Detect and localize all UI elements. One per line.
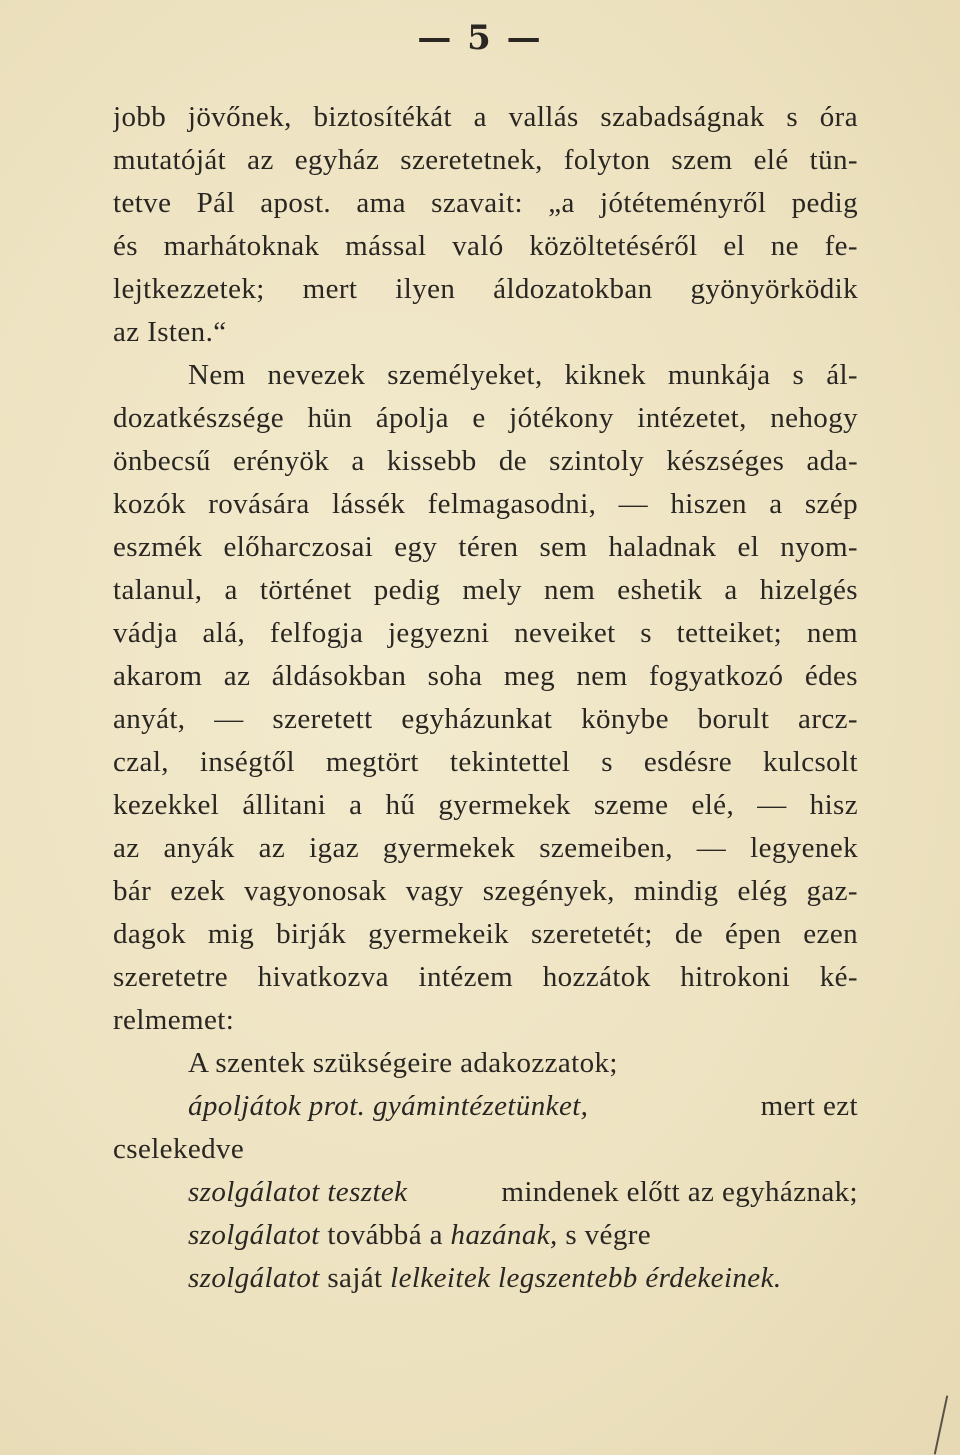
text-line: akarom az áldásokban soha meg nem fogyatkozó édes [113,660,858,692]
text-line-mixed [113,1085,858,1128]
italic-phrase: hazának, [450,1219,558,1251]
text-line: kezekkel állitani a hű gyermekek szeme elé, — hisz [113,789,858,821]
text-line: és marhátoknak mással való közöltetéséről el ne fe- [113,230,858,262]
roman-phrase: mindenek előtt az egyháznak; [501,1176,858,1208]
text-line-mixed [113,1257,858,1300]
roman-phrase: saját [327,1262,383,1294]
text-line: czal, inségtől megtört tekintettel s esdésre kulcsolt [113,746,858,778]
text-line: kozók rovására lássék felmagasodni, — hiszen a szép [113,488,858,520]
text-line: az anyák az igaz gyermekek szemeiben, — legyenek [113,832,858,864]
text-line: az Isten.“ [113,316,227,348]
roman-phrase: mert ezt [760,1090,858,1122]
italic-phrase: ápoljátok prot. gyámintézetünket, [188,1090,589,1122]
text-line: mutatóját az egyház szeretetnek, folyton szem elé tün- [113,144,858,176]
text-line: dozatkészsége hün ápolja e jótékony intézetet, nehogy [113,402,858,434]
text-line: jobb jövőnek, biztosítékát a vallás szabadságnak s óra [113,101,858,133]
text-line: A szentek szükségeire adakozzatok; [188,1047,618,1079]
text-line: bár ezek vagyonosak vagy szegények, mindig elég gaz- [113,875,858,907]
text-line-mixed [113,1171,858,1214]
text-line: szeretetre hivatkozva intézem hozzátok hitrokoni ké- [113,961,858,993]
italic-phrase: szolgálatot [188,1219,320,1251]
text-line: eszmék előharczosai egy téren sem haladnak el nyom- [113,531,858,563]
text-line: vádja alá, felfogja jegyezni neveiket s tetteiket; nem [113,617,858,649]
text-line: dagok mig birják gyermekeik szeretetét; de épen ezen [113,918,858,950]
text-line: Nem nevezek személyeket, kiknek munkája s ál- [188,359,858,391]
page-number: — 5 — [417,18,543,58]
text-line: talanul, a történet pedig mely nem eshetik a hizelgés [113,574,858,606]
roman-phrase: továbbá a [327,1219,443,1251]
text-line: tetve Pál apost. ama szavait: „a jótéteményről pedig [113,187,858,219]
italic-phrase: szolgálatot tesztek [188,1176,408,1208]
italic-phrase: lelkeitek legszentebb érdekeinek. [390,1262,782,1294]
body-text [113,96,858,1300]
text-line: önbecsű erényök a kissebb de szintoly készséges ada- [113,445,858,477]
text-line: anyát, — szeretett egyházunkat könybe borult arcz- [113,703,858,735]
text-line: relmemet: [113,1004,235,1036]
edge-mark [934,1395,948,1454]
italic-phrase: szolgálatot [188,1262,320,1294]
text-line: cselekedve [113,1133,245,1165]
text-line-mixed [113,1214,858,1257]
text-line: lejtkezzetek; mert ilyen áldozatokban gyönyörködik [113,273,858,305]
roman-phrase: s végre [565,1219,652,1251]
